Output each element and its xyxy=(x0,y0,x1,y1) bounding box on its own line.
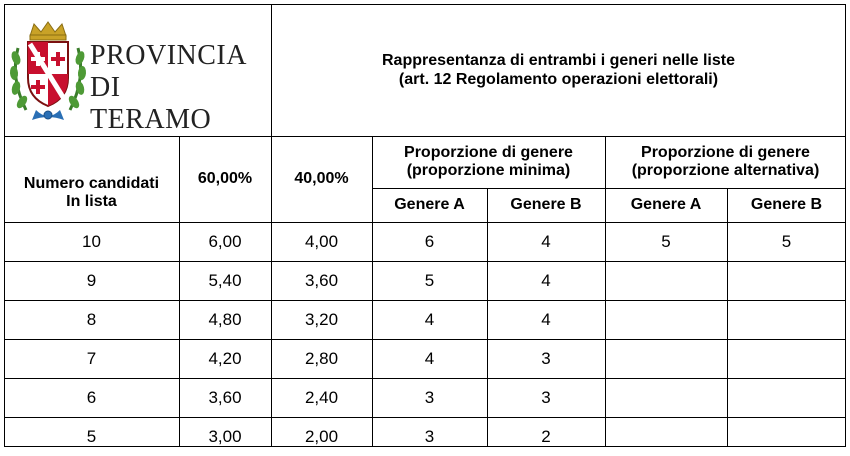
cell-min-genere-a: 5 xyxy=(424,270,435,290)
title-line-1: Rappresentanza di entrambi i generi nelle liste xyxy=(382,52,735,69)
header-proporzione-minima: Proporzione di genere (proporzione minima) xyxy=(404,144,573,179)
cell-alt-genere-b xyxy=(727,300,846,339)
logo-wordmark xyxy=(90,40,247,136)
title-line-2: (art. 12 Regolamento operazioni elettorali) xyxy=(398,71,719,88)
cell-min-genere-b: 3 xyxy=(541,387,551,407)
cell-numero-candidati: 9 xyxy=(86,270,97,290)
cell-pct-60: 3,00 xyxy=(208,426,242,446)
cell-alt-genere-a xyxy=(605,378,727,417)
cell-alt-genere-b xyxy=(727,261,846,300)
header-alt-genere-a: Genere A xyxy=(630,196,702,213)
cell-pct-40: 3,60 xyxy=(304,270,339,290)
cell-pct-40: 2,00 xyxy=(304,426,339,446)
cell-min-genere-b: 4 xyxy=(541,309,551,329)
cell-alt-genere-a xyxy=(605,300,727,339)
cell-pct-60: 4,80 xyxy=(208,309,242,329)
cell-pct-60: 6,00 xyxy=(208,231,242,251)
province-logo xyxy=(8,18,247,135)
cell-alt-genere-a: 5 xyxy=(661,231,671,251)
cell-min-genere-a: 3 xyxy=(424,426,435,446)
header-proporzione-alternativa: Proporzione di genere (proporzione alternativa) xyxy=(631,144,820,179)
cell-alt-genere-a xyxy=(605,417,727,456)
cell-pct-40: 4,00 xyxy=(304,231,339,251)
cell-min-genere-b: 3 xyxy=(541,348,551,368)
cell-min-genere-b: 4 xyxy=(541,270,551,290)
logo-line-teramo: DI TERAMO xyxy=(90,72,212,135)
cell-min-genere-a: 6 xyxy=(424,231,435,251)
header-min-genere-a: Genere A xyxy=(394,196,465,213)
cell-min-genere-b: 2 xyxy=(541,426,551,446)
cell-min-genere-b: 4 xyxy=(541,231,551,251)
cell-pct-60: 4,20 xyxy=(208,348,242,368)
cell-numero-candidati: 10 xyxy=(82,231,101,251)
cell-min-genere-a: 3 xyxy=(424,387,435,407)
cell-min-genere-a: 4 xyxy=(424,348,435,368)
cell-pct-60: 5,40 xyxy=(208,270,242,290)
cell-alt-genere-a xyxy=(605,339,727,378)
coat-of-arms-icon xyxy=(8,18,88,128)
cell-alt-genere-a xyxy=(605,261,727,300)
cell-pct-40: 3,20 xyxy=(304,309,339,329)
cell-numero-candidati: 5 xyxy=(86,426,97,446)
cell-numero-candidati: 7 xyxy=(86,348,97,368)
cell-numero-candidati: 6 xyxy=(86,387,97,407)
cell-alt-genere-b xyxy=(727,417,846,456)
header-pct-60: 60,00% xyxy=(197,170,253,187)
electoral-table xyxy=(4,4,846,447)
cell-alt-genere-b xyxy=(727,339,846,378)
table-title xyxy=(271,4,846,136)
cell-pct-40: 2,80 xyxy=(304,348,339,368)
header-numero-candidati: Numero candidati In lista xyxy=(23,175,160,210)
cell-pct-60: 3,60 xyxy=(208,387,242,407)
header-pct-40: 40,00% xyxy=(294,170,349,187)
cell-alt-genere-b: 5 xyxy=(781,231,792,251)
cell-alt-genere-b xyxy=(727,378,846,417)
logo-line-provincia: PROVINCIA xyxy=(90,40,247,71)
cell-pct-40: 2,40 xyxy=(304,387,339,407)
header-min-genere-b: Genere B xyxy=(510,196,582,213)
cell-numero-candidati: 8 xyxy=(86,309,97,329)
header-alt-genere-b: Genere B xyxy=(750,196,823,213)
cell-min-genere-a: 4 xyxy=(424,309,435,329)
